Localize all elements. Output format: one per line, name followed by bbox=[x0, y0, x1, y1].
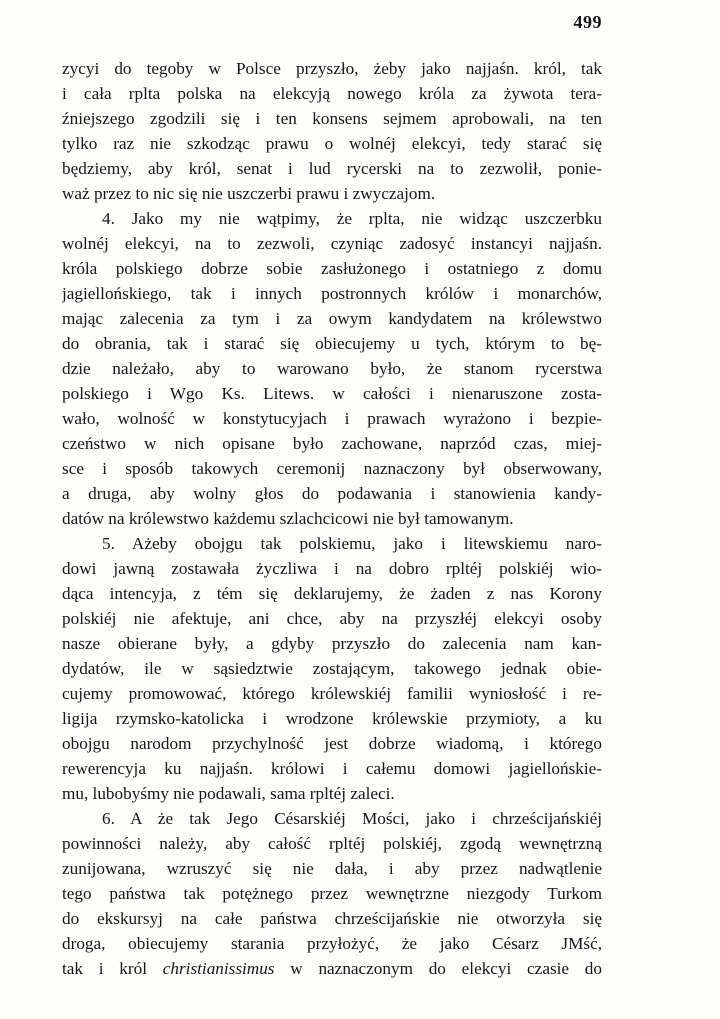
text-line: polskiéj nie afektuje, ani chce, aby na przyszłéj elekcyi osoby bbox=[62, 609, 602, 628]
text-line: waż przez to nic się nie uszczerbi prawu i zwyczajom. bbox=[62, 184, 436, 203]
text-line: ligija rzymsko-katolicka i wrodzone królewskie przymioty, a ku bbox=[62, 709, 602, 728]
emphasized-term: christianissimus bbox=[162, 959, 275, 978]
text-line: czeństwo w nich opisane było zachowane, naprzód czas, miej- bbox=[62, 434, 602, 453]
text-line: mu, lubobyśmy nie podawali, sama rpltéj zaleci. bbox=[62, 784, 395, 803]
text-line-final bbox=[62, 956, 602, 981]
text-line: cujemy promowować, którego królewskiéj familii wyniosłość i re- bbox=[62, 684, 602, 703]
text-fragment: w naznaczonym do elekcyi czasie do bbox=[274, 959, 602, 978]
text-line: zycyi do tegoby w Polsce przyszło, żeby jako najjaśn. król, tak bbox=[62, 59, 602, 78]
text-line: tego państwa tak potężnego przez wewnętrzne niezgody Turkom bbox=[62, 884, 602, 903]
paragraph-first-line: 6. A że tak Jego Césarskiéj Mości, jako i chrześcijańskiéj bbox=[102, 809, 602, 828]
text-line: wolnéj elekcyi, na to zezwoli, czyniąc zadosyć instancyi najjaśn. bbox=[62, 234, 602, 253]
text-line: powinności należy, aby całość rpltéj polskiéj, zgodą wewnętrzną bbox=[62, 834, 602, 853]
text-line: datów na królewstwo każdemu szlachcicowi nie był tamowanym. bbox=[62, 509, 514, 528]
text-line: dzie należało, aby to warowano było, że stanom rycerstwa bbox=[62, 359, 602, 378]
paragraph-first-line: 5. Ażeby obojgu tak polskiemu, jako i litewskiemu naro- bbox=[102, 534, 602, 553]
text-line: i cała rplta polska na elekcyją nowego króla za żywota tera- bbox=[62, 84, 602, 103]
text-line: dydatów, ile w sąsiedztwie zostającym, takowego jednak obie- bbox=[62, 659, 602, 678]
text-line: zunijowana, wzruszyć się nie dała, i aby przez nadwątlenie bbox=[62, 859, 602, 878]
text-line: a druga, aby wolny głos do podawania i stanowienia kandy- bbox=[62, 484, 602, 503]
text-line: dąca intencyja, z tém się deklarujemy, że żaden z nas Korony bbox=[62, 584, 602, 603]
text-line: dowi jawną zostawała życzliwa i na dobro rpltéj polskiéj wio- bbox=[62, 559, 602, 578]
text-line: do ekskursyj na całe państwa chrześcijańskie nie otworzyła się bbox=[62, 909, 602, 928]
page-number: 499 bbox=[573, 12, 602, 32]
paragraph-first-line: 4. Jako my nie wątpimy, że rplta, nie widząc uszczerbku bbox=[102, 209, 602, 228]
text-line: polskiego i Wgo Ks. Litews. w całości i nienaruszone zosta- bbox=[62, 384, 602, 403]
text-line: obojgu narodom przychylność jest dobrze wiadomą, i którego bbox=[62, 734, 602, 753]
text-line: do obrania, tak i starać się obiecujemy u tych, którym to bę- bbox=[62, 334, 602, 353]
text-line: tylko raz nie szkodząc prawu o wolnéj elekcyi, tedy starać się bbox=[62, 134, 602, 153]
text-line: nasze obierane były, a gdyby przyszło do zalecenia nam kan- bbox=[62, 634, 602, 653]
text-line: droga, obiecujemy starania przyłożyć, że jako Césarz JMść, bbox=[62, 934, 602, 953]
text-line: króla polskiego dobrze sobie zasłużonego i ostatniego z domu bbox=[62, 259, 602, 278]
text-line: rewerencyja ku najjaśn. królowi i całemu domowi jagiellońskie- bbox=[62, 759, 602, 778]
text-line: wało, wolność w konstytucyjach i prawach wyrażono i bezpie- bbox=[62, 409, 602, 428]
text-line: jagiellońskiego, tak i innych postronnych królów i monarchów, bbox=[62, 284, 602, 303]
text-line: będziemy, aby król, senat i lud rycerski na to zezwolił, ponie- bbox=[62, 159, 602, 178]
text-line: mając zalecenia za tym i za owym kandydatem na królewstwo bbox=[62, 309, 602, 328]
text-fragment: tak i król bbox=[62, 959, 163, 978]
body-text bbox=[62, 56, 602, 981]
text-line: sce i sposób takowych ceremonij naznaczony był obserwowany, bbox=[62, 459, 602, 478]
text-line: źniejszego zgodzili się i ten konsens sejmem aprobowali, na ten bbox=[62, 109, 602, 128]
